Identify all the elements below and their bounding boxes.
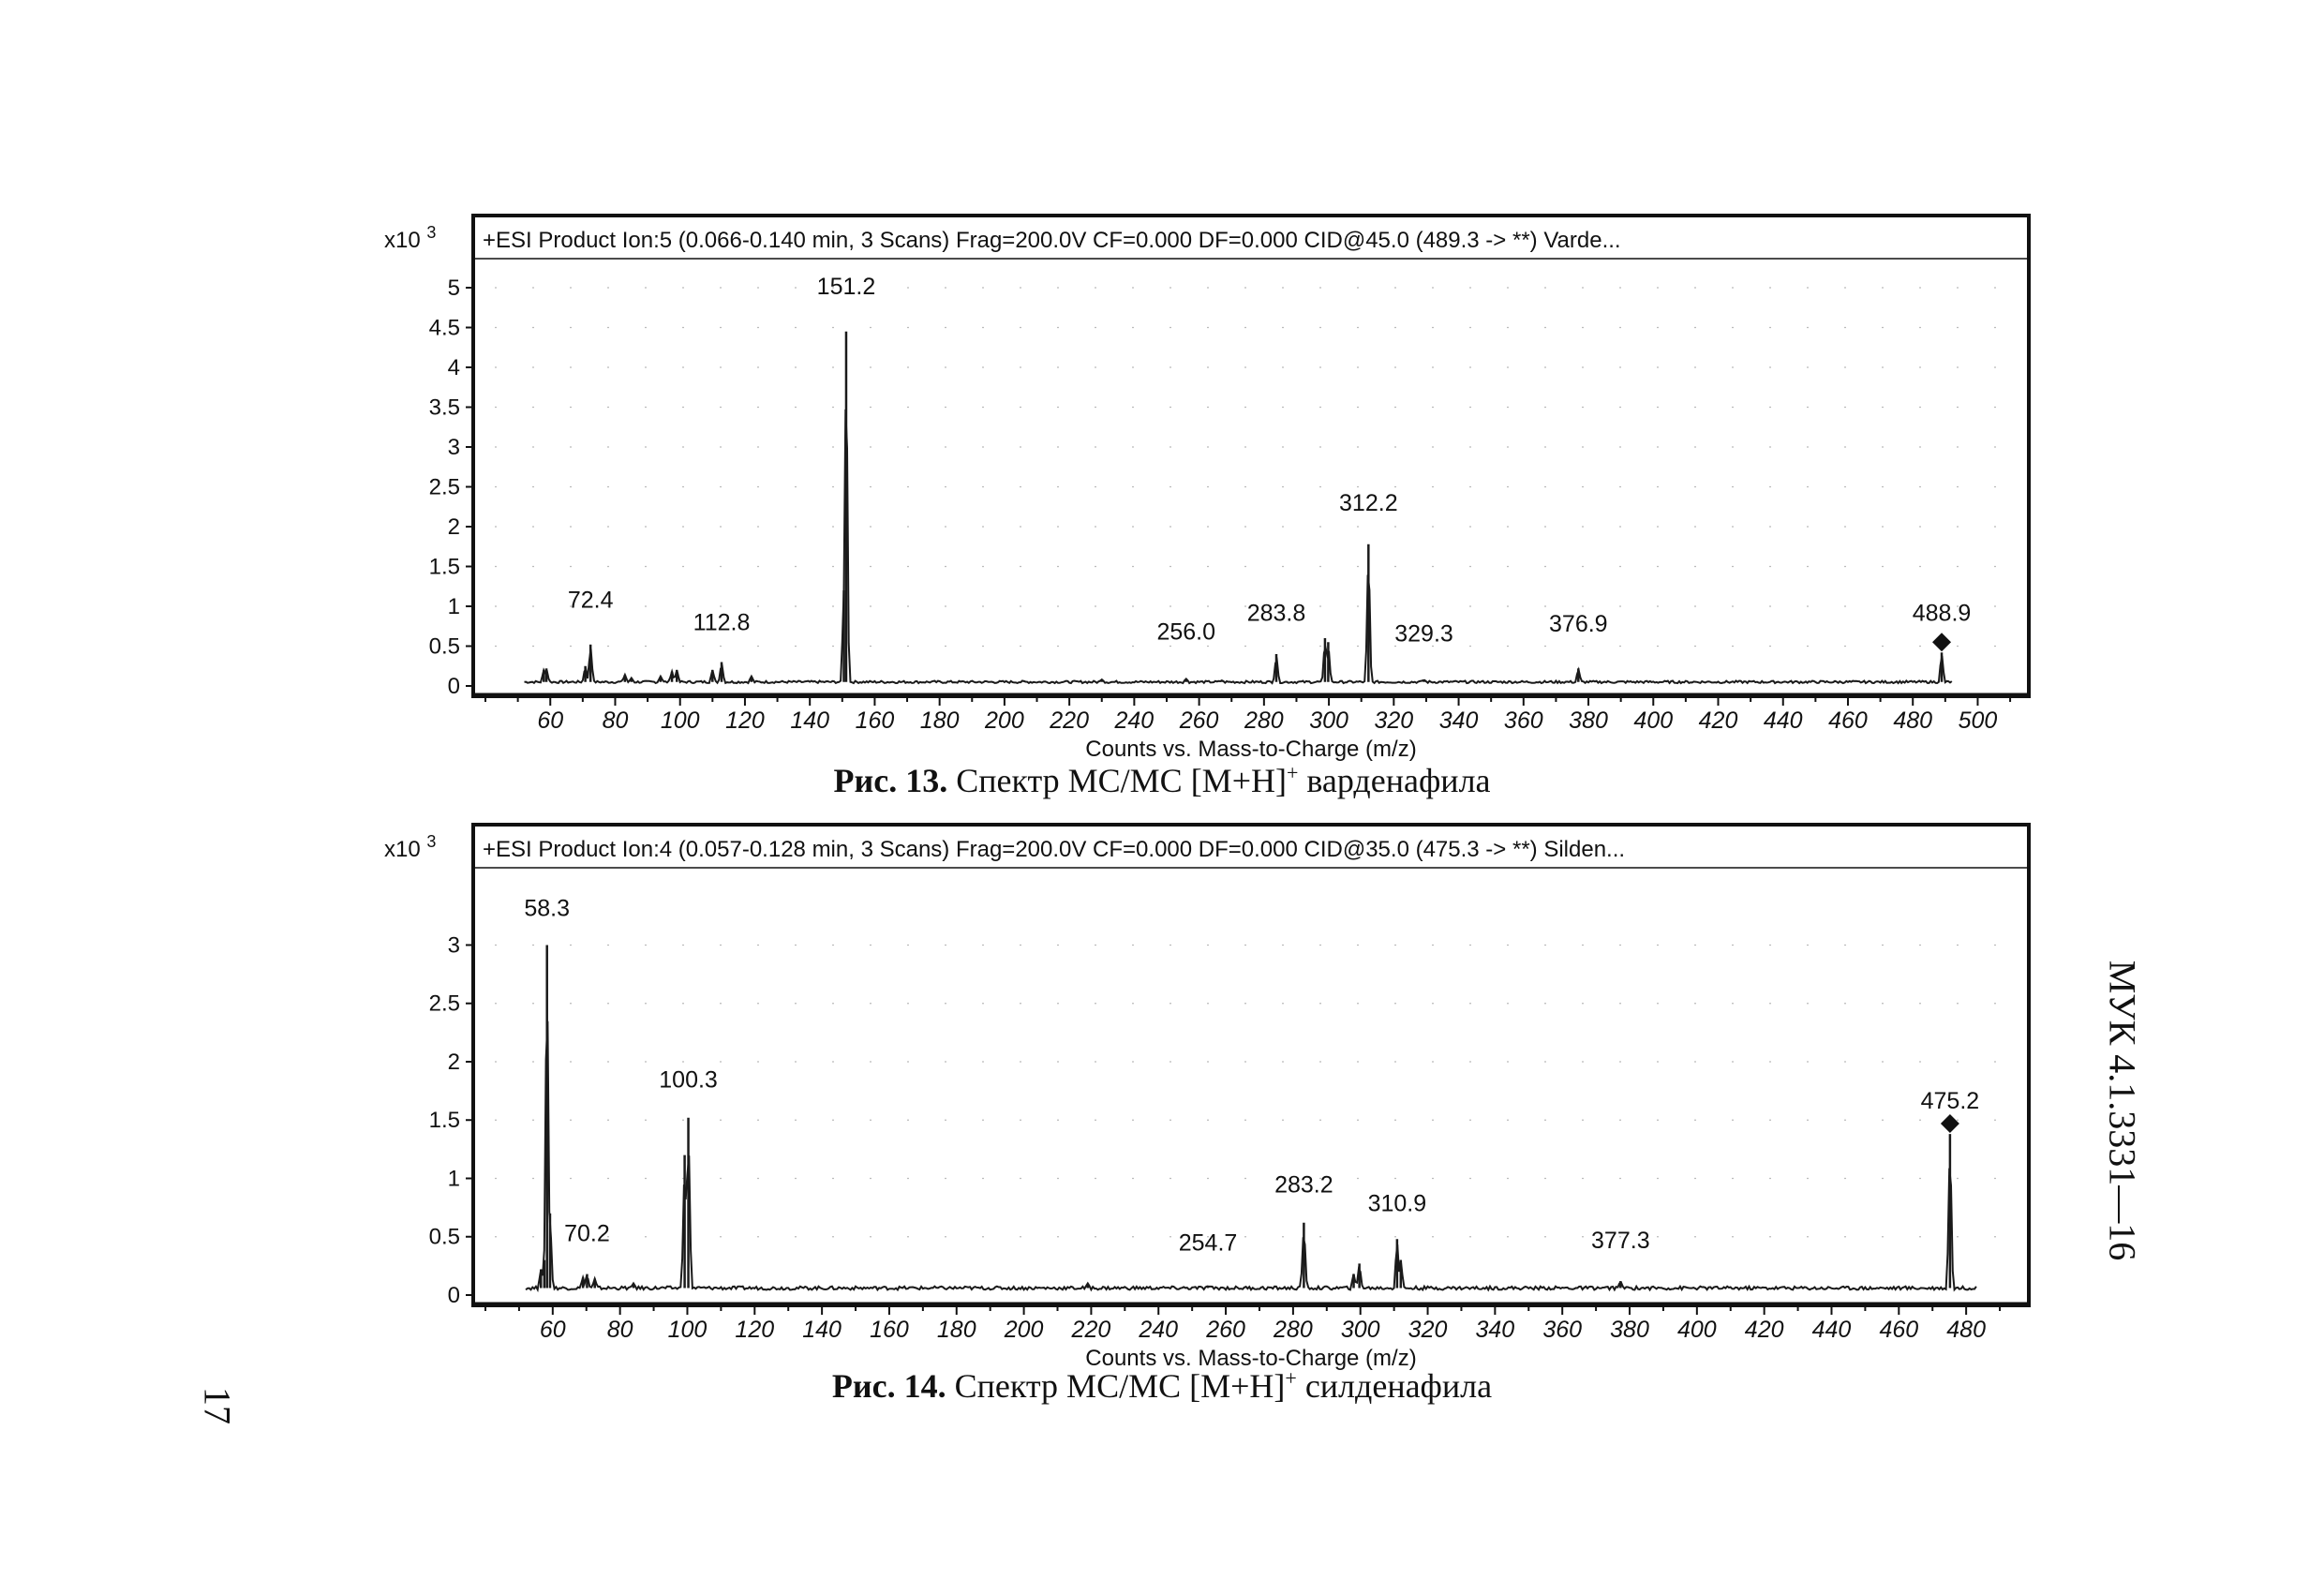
figure-14-number: Рис. 14. — [831, 1367, 946, 1405]
x-tick-label: 320 — [1408, 1317, 1448, 1343]
x-tick-label: 80 — [606, 1317, 633, 1343]
chart-vardenafil — [0, 206, 2062, 762]
y-tick-label: 3.5 — [428, 395, 460, 421]
x-tick-label: 280 — [1274, 1317, 1313, 1343]
y-tick-label: 1.5 — [428, 1108, 460, 1134]
x-axis-title: Counts vs. Mass-to-Charge (m/z) — [1085, 737, 1417, 762]
x-tick-label: 400 — [1676, 1317, 1717, 1343]
y-multiplier-label: x10 $^3$ — [384, 832, 437, 862]
x-tick-label: 240 — [1114, 708, 1155, 734]
x-tick-label: 480 — [1946, 1317, 1986, 1343]
peak-label: 58.3 — [524, 895, 571, 922]
x-tick-label: 420 — [1744, 1317, 1784, 1343]
y-tick-label: 4 — [447, 355, 460, 380]
x-tick-label: 120 — [735, 1317, 775, 1343]
peak-label: 72.4 — [567, 587, 614, 614]
figure-13-tail: варденафила — [1298, 762, 1491, 799]
peak-label: 254.7 — [1178, 1229, 1238, 1257]
x-tick-label: 80 — [602, 708, 629, 734]
x-tick-label: 180 — [936, 1317, 976, 1343]
figure-14-superscript: + — [1285, 1366, 1297, 1390]
x-tick-label: 480 — [1893, 708, 1933, 734]
spectrum-chart-sildenafil — [0, 815, 2062, 1371]
peak-label: 283.8 — [1246, 600, 1306, 627]
y-tick-label: 2 — [447, 1049, 460, 1075]
figure-13-number: Рис. 13. — [833, 762, 948, 799]
y-tick-label: 4.5 — [428, 315, 460, 341]
x-tick-label: 200 — [985, 708, 1024, 734]
precursor-marker — [1932, 633, 1951, 651]
x-tick-label: 380 — [1569, 708, 1608, 734]
y-tick-label: 1 — [447, 594, 460, 619]
x-axis-title: Counts vs. Mass-to-Charge (m/z) — [1085, 1346, 1417, 1371]
x-tick-label: 260 — [1206, 1317, 1245, 1343]
spectrum-header: +ESI Product Ion:5 (0.066-0.140 min, 3 Scans) Frag=200.0V CF=0.000 DF=0.000 CID@45.0 (489.3 -> **) Varde... — [483, 228, 1621, 253]
x-tick-label: 100 — [660, 708, 700, 734]
document-code: МУК 4.1.3331—16 — [2101, 960, 2144, 1261]
x-tick-label: 440 — [1763, 708, 1803, 734]
plot-frame — [473, 825, 2029, 1305]
peak-label: 283.2 — [1274, 1171, 1333, 1199]
peak-label: 310.9 — [1367, 1190, 1427, 1217]
spectrum-trace — [526, 1021, 1976, 1290]
peak-label: 70.2 — [564, 1220, 610, 1247]
x-tick-label: 320 — [1374, 708, 1414, 734]
peak-label: 488.9 — [1912, 600, 1972, 627]
x-tick-label: 240 — [1139, 1317, 1179, 1343]
x-tick-label: 100 — [667, 1317, 708, 1343]
x-tick-label: 140 — [790, 708, 830, 734]
peak-label: 376.9 — [1549, 611, 1608, 638]
figure-13-superscript: + — [1286, 761, 1299, 784]
peak-label: 312.2 — [1339, 490, 1398, 516]
peak-label: 475.2 — [1920, 1087, 1980, 1114]
y-tick-label: 3 — [447, 435, 460, 460]
x-tick-label: 120 — [725, 708, 765, 734]
y-tick-label: 0 — [447, 674, 460, 699]
x-tick-label: 440 — [1811, 1317, 1852, 1343]
x-tick-label: 280 — [1244, 708, 1284, 734]
y-tick-label: 0.5 — [428, 633, 460, 660]
x-tick-label: 300 — [1340, 1317, 1380, 1343]
x-tick-label: 220 — [1071, 1317, 1111, 1343]
figure-14-text: Спектр МС/МС [М+Н] — [946, 1367, 1286, 1405]
precursor-marker — [1941, 1114, 1959, 1133]
peak-label: 112.8 — [693, 609, 751, 636]
x-tick-label: 60 — [539, 1317, 566, 1343]
x-tick-label: 220 — [1050, 708, 1089, 734]
y-tick-label: 2.5 — [428, 991, 460, 1017]
x-tick-label: 380 — [1610, 1317, 1649, 1343]
x-tick-label: 180 — [919, 708, 960, 734]
y-tick-label: 1 — [447, 1166, 460, 1192]
x-tick-label: 500 — [1958, 708, 1998, 734]
peak-label: 151.2 — [816, 273, 876, 300]
page-number: 17 — [196, 1387, 239, 1424]
y-tick-label: 0.5 — [428, 1224, 460, 1250]
peak-label: 329.3 — [1394, 620, 1453, 648]
y-multiplier-label: x10 $^3$ — [384, 223, 437, 253]
spectrum-header: +ESI Product Ion:4 (0.057-0.128 min, 3 Scans) Frag=200.0V CF=0.000 DF=0.000 CID@35.0 (475.3 -> **) Silden... — [483, 837, 1626, 862]
x-tick-label: 340 — [1438, 708, 1479, 734]
x-tick-label: 60 — [537, 708, 564, 734]
x-tick-label: 300 — [1309, 708, 1348, 734]
x-tick-label: 200 — [1004, 1317, 1044, 1343]
spectrum-trace — [525, 410, 1952, 683]
figure-14-caption — [0, 1366, 2324, 1406]
x-tick-label: 360 — [1503, 708, 1543, 734]
y-tick-label: 2 — [447, 514, 460, 540]
x-tick-label: 140 — [802, 1317, 842, 1343]
figure-14-tail: силденафила — [1296, 1367, 1493, 1405]
peak-label: 100.3 — [659, 1066, 718, 1094]
x-tick-label: 260 — [1179, 708, 1219, 734]
chart-sildenafil — [0, 815, 2062, 1371]
y-tick-label: 5 — [447, 276, 460, 301]
y-tick-label: 0 — [447, 1283, 460, 1308]
x-tick-label: 460 — [1828, 708, 1868, 734]
figure-13-text: Спектр МС/МС [М+Н] — [947, 762, 1287, 799]
x-tick-label: 460 — [1879, 1317, 1919, 1343]
figure-13-caption — [0, 761, 2324, 800]
x-tick-label: 360 — [1542, 1317, 1583, 1343]
x-tick-label: 160 — [855, 708, 895, 734]
y-tick-label: 1.5 — [428, 554, 460, 580]
spectrum-chart-vardenafil — [0, 206, 2062, 762]
peak-label: 256.0 — [1156, 618, 1216, 646]
x-tick-label: 340 — [1475, 1317, 1515, 1343]
y-tick-label: 2.5 — [428, 474, 460, 500]
x-tick-label: 400 — [1633, 708, 1674, 734]
x-tick-label: 420 — [1698, 708, 1738, 734]
x-tick-label: 160 — [870, 1317, 909, 1343]
peak-label: 377.3 — [1591, 1228, 1650, 1255]
y-tick-label: 3 — [447, 932, 460, 959]
